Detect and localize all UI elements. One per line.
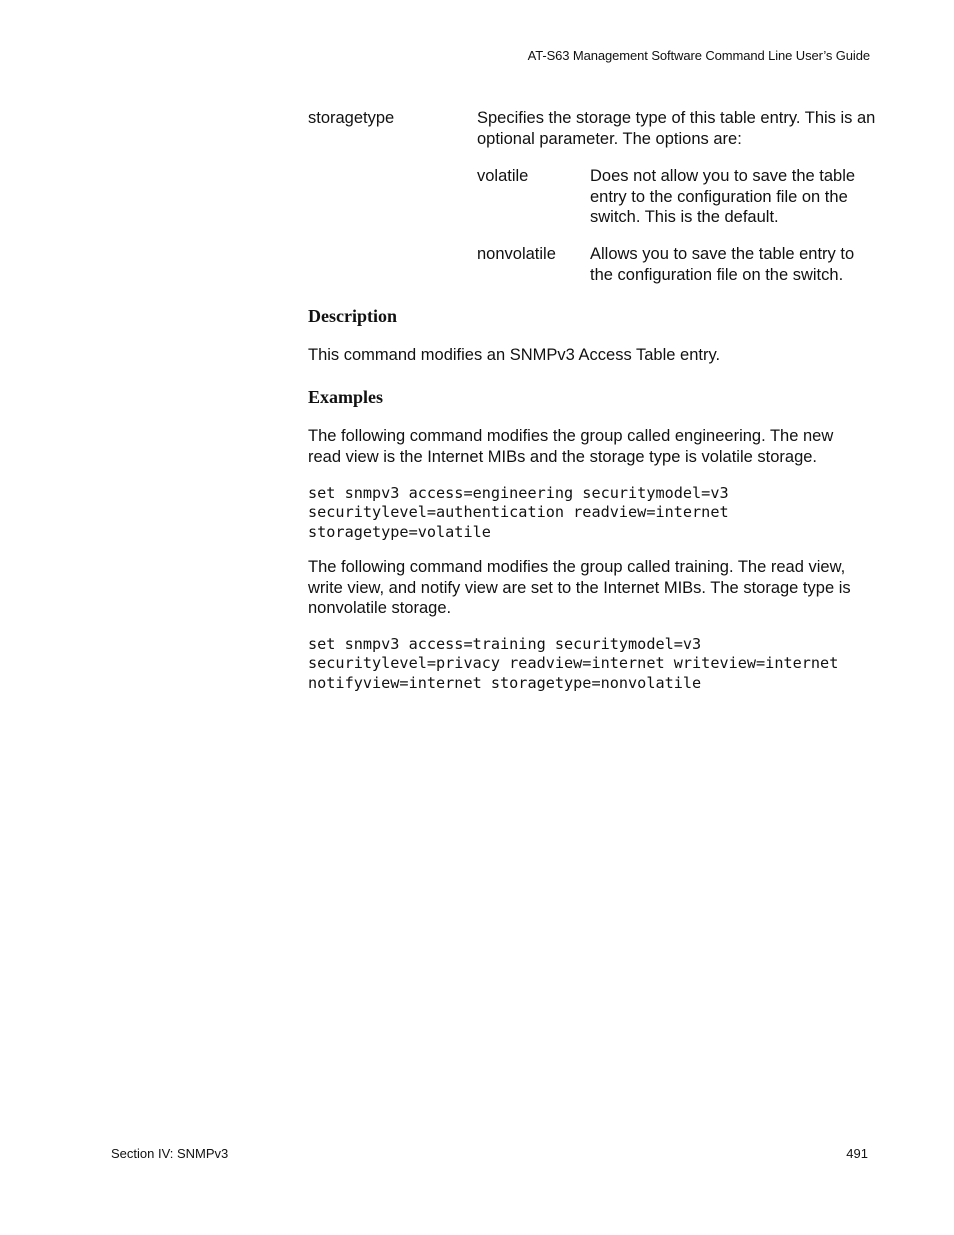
option-name-volatile: volatile: [477, 167, 529, 185]
example-1-text: The following command modifies the group called engineering. The new read view is the Internet MIBs and the storage type is volatile storage.: [308, 427, 834, 466]
description-text: This command modifies an SNMPv3 Access Table entry.: [308, 346, 721, 364]
description-heading: Description: [308, 306, 397, 326]
parameter-description: Specifies the storage type of this table entry. This is an optional parameter. The options are:: [477, 109, 876, 148]
example-2-code: set snmpv3 access=training securitymodel=v3 securitylevel=privacy readview=internet writeview=internet notifyview=internet storagetype=nonvolatile: [308, 635, 839, 692]
option-description-nonvolatile: Allows you to save the table entry to the configuration file on the switch.: [590, 245, 855, 284]
option-name-nonvolatile: nonvolatile: [477, 245, 556, 263]
example-1-code: set snmpv3 access=engineering securitymodel=v3 securitylevel=authentication readview=internet storagetype=volatile: [308, 484, 729, 541]
example-2-text: The following command modifies the group called training. The read view, write view, and notify view are set to the Internet MIBs. The storage type is nonvolatile storage.: [308, 558, 851, 617]
running-header: AT-S63 Management Software Command Line User’s Guide: [527, 48, 870, 63]
parameter-name: storagetype: [308, 109, 395, 127]
option-description-volatile: Does not allow you to save the table entry to the configuration file on the switch. This is the default.: [590, 167, 856, 226]
examples-heading: Examples: [308, 387, 384, 407]
footer-section: Section IV: SNMPv3: [111, 1146, 229, 1161]
page-number: 491: [846, 1146, 868, 1161]
